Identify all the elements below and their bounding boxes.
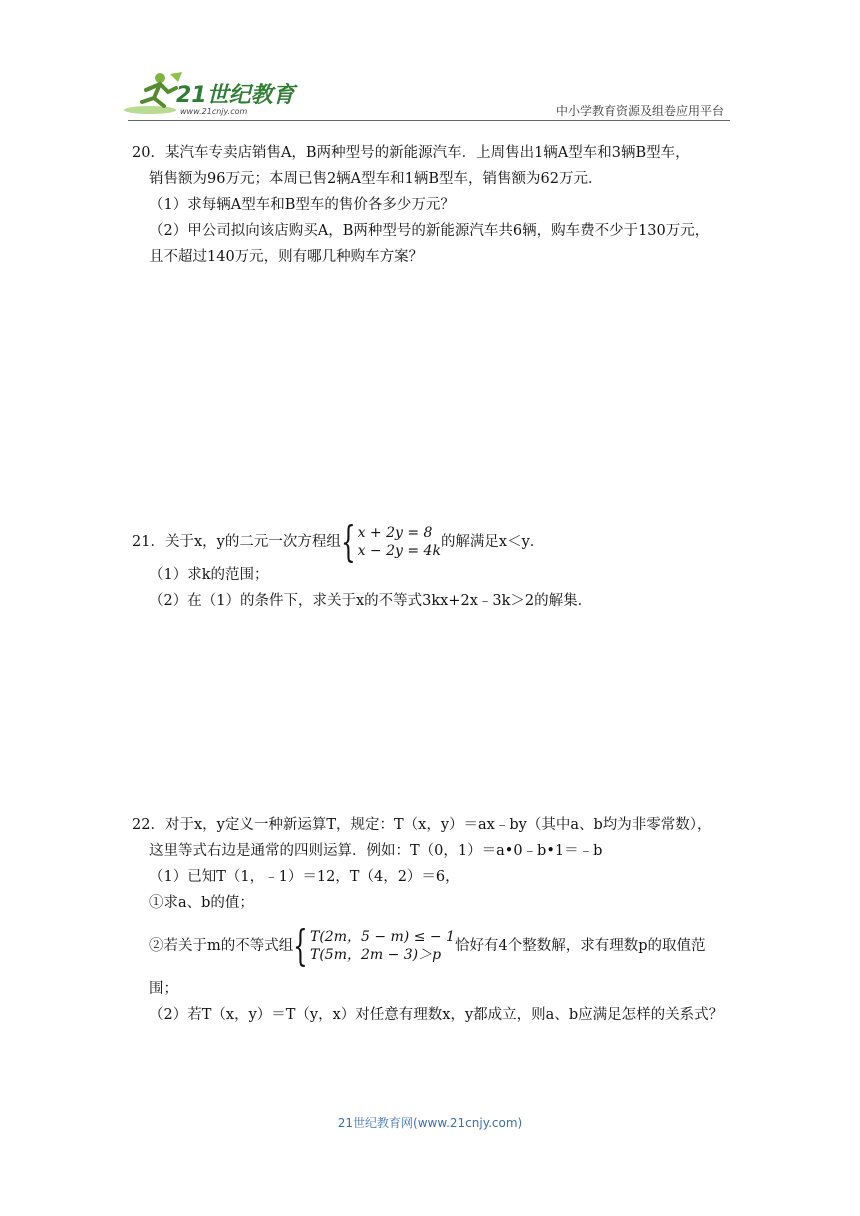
q21-suffix: 的解满足x＜y． [440, 534, 545, 550]
q22-line1: 22．对于x，y定义一种新运算T，规定：T（x，y）＝ax﹣by（其中a、b均为非零常数）， [132, 817, 712, 833]
q22-part1: （1）已知T（1，﹣1）＝12，T（4，2）＝6， [149, 869, 460, 885]
footer-link[interactable]: 21世纪教育网(www.21cnjy.com) [337, 1116, 523, 1130]
q22-part2: （2）若T（x，y）＝T（y，x）对任意有理数x，y都成立，则a、b应满足怎样的关系式？ [149, 1007, 724, 1023]
q21-part1: （1）求k的范围； [149, 567, 269, 583]
q22-part1-b-cont: 围； [149, 981, 178, 997]
question-21 [132, 517, 732, 614]
q22-ineq1: T(2m，5 − m) ≤ − 1 [309, 929, 455, 945]
q21-eq2: x − 2y = 4k [357, 543, 441, 559]
q22-ineq-prefix: ②若关于m的不等式组 [149, 938, 294, 954]
question-22 [132, 812, 732, 1028]
q21-part2: （2）在（1）的条件下，求关于x的不等式3kx+2x﹣3k＞2的解集． [149, 593, 593, 609]
q20-part1: （1）求每辆A型车和B型车的售价各多少万元？ [149, 197, 455, 213]
header-divider [128, 120, 730, 121]
header-platform-text: 中小学教育资源及组卷应用平台 [555, 104, 724, 118]
q20-line2: 销售额为96万元；本周已售2辆A型车和1辆B型车，销售额为62万元． [149, 171, 603, 187]
q21-line1 [132, 517, 732, 566]
question-20 [132, 140, 732, 270]
svg-text:21世纪教育: 21世纪教育 [176, 83, 295, 108]
q22-ineq2: T(5m，2m − 3)＞p [309, 947, 442, 963]
q22-line2: 这里等式右边是通常的四则运算．例如：T（0，1）＝a•0﹣b•1＝﹣b [149, 843, 603, 859]
q22-part1-b [132, 921, 732, 970]
brace-icon: { [293, 921, 308, 970]
q22-inequality-system [293, 921, 455, 970]
svg-text:www.21cnjy.com: www.21cnjy.com [180, 107, 248, 116]
page-header [0, 0, 860, 125]
q22-part1-a: ①求a、b的值； [149, 895, 254, 911]
q21-eq1: x + 2y = 8 [357, 525, 433, 541]
q21-equation-system [340, 517, 441, 566]
q20-part2-cont: 且不超过140万元，则有哪几种购车方案？ [149, 249, 424, 265]
q21-prefix: 21．关于x，y的二元一次方程组 [132, 534, 341, 550]
q20-line1: 20．某汽车专卖店销售A，B两种型号的新能源汽车．上周售出1辆A型车和3辆B型车， [132, 145, 690, 161]
brace-icon: { [340, 517, 356, 566]
q22-ineq-suffix: 恰好有4个整数解，求有理数p的取值范 [454, 938, 706, 954]
q20-part2: （2）甲公司拟向该店购买A，B两种型号的新能源汽车共6辆，购车费不少于130万元， [149, 223, 710, 239]
21cnjy-logo [120, 68, 300, 118]
